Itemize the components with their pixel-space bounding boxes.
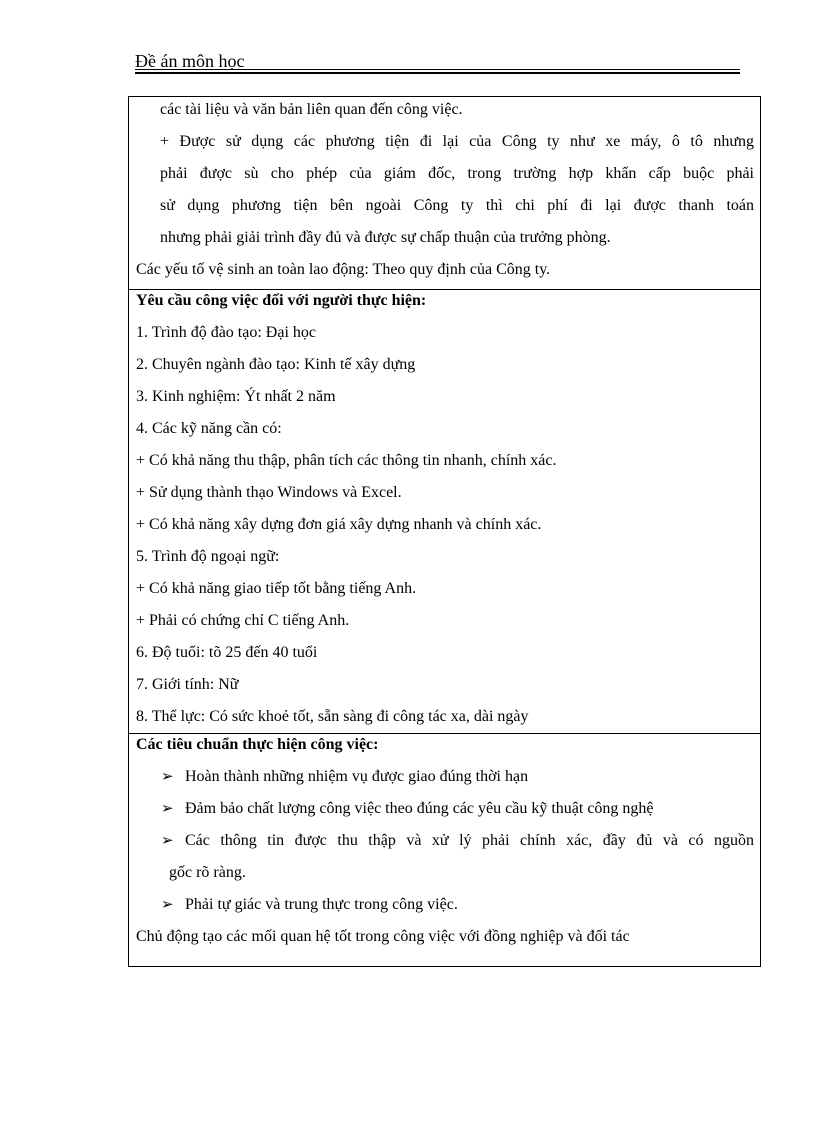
working-conditions-cell (129, 97, 760, 290)
text-line: 6. Độ tuổi: tõ 25 đến 40 tuổi (136, 644, 318, 661)
bullet-text-continued: gốc rõ ràng. (169, 864, 246, 881)
text-line: + Có khả năng xây dựng đơn giá xây dựng nhanh và chính xác. (136, 516, 542, 533)
text-line: 8. Thể lực: Có sức khoẻ tốt, sẵn sàng đi công tác xa, dài ngày (136, 708, 529, 725)
text-line: các tài liệu và văn bản liên quan đến công việc. (160, 101, 463, 118)
section-heading: Các tiêu chuẩn thực hiện công việc: (136, 736, 379, 753)
job-description-table (128, 96, 761, 967)
page-header (135, 49, 740, 73)
header-title: Đề án môn học (135, 51, 245, 71)
text-line: 5. Trình độ ngoại ngữ: (136, 548, 280, 565)
text-line: + Sử dụng thành thạo Windows và Excel. (136, 484, 402, 501)
arrow-bullet-icon: ➢ (161, 833, 174, 849)
header-rule-thick (135, 72, 740, 74)
standards-cell (129, 734, 760, 966)
text-line: nhưng phải giải trình đầy đủ và được sự chấp thuận của trưởng phòng. (160, 229, 611, 246)
text-line: 3. Kinh nghiệm: Ýt nhất 2 năm (136, 388, 336, 405)
arrow-bullet-icon: ➢ (161, 769, 174, 785)
text-line: 4. Các kỹ năng cần có: (136, 420, 282, 437)
arrow-bullet-icon: ➢ (161, 897, 174, 913)
text-line: + Phải có chứng chỉ C tiếng Anh. (136, 612, 350, 629)
header-rule (135, 69, 740, 70)
text-line: Các yếu tố vệ sinh an toàn lao động: Theo quy định của Công ty. (136, 261, 551, 278)
text-line: 1. Trình độ đào tạo: Đại học (136, 324, 316, 341)
arrow-bullet-icon: ➢ (161, 801, 174, 817)
text-line: sử dụng phương tiện bên ngoài Công ty thì chi phí đi lại được thanh toán (160, 197, 754, 214)
text-line: + Được sử dụng các phương tiện đi lại của Công ty như xe máy, ô tô nhưng (160, 133, 754, 150)
bullet-text: Hoàn thành những nhiệm vụ được giao đúng thời hạn (185, 768, 529, 785)
bullet-text: Phải tự giác và trung thực trong công việc. (185, 896, 458, 913)
text-line: 7. Giới tính: Nữ (136, 676, 239, 693)
section-heading: Yêu cầu công việc đối với người thực hiện: (136, 292, 427, 309)
text-line: phải được sù cho phép của giám đốc, trong trường hợp khẩn cấp buộc phải (160, 165, 754, 182)
text-line: Chủ động tạo các mối quan hệ tốt trong công việc với đồng nghiệp và đối tác (136, 928, 630, 945)
bullet-text: Các thông tin được thu thập và xử lý phải chính xác, đầy đủ và có nguồn (185, 832, 754, 849)
text-line: + Có khả năng thu thập, phân tích các thông tin nhanh, chính xác. (136, 452, 557, 469)
text-line: + Có khả năng giao tiếp tốt bằng tiếng Anh. (136, 580, 417, 597)
bullet-text: Đảm bảo chất lượng công việc theo đúng các yêu cầu kỹ thuật công nghệ (185, 800, 654, 817)
requirements-cell (129, 290, 760, 734)
text-line: 2. Chuyên ngành đào tạo: Kinh tế xây dựng (136, 356, 416, 373)
